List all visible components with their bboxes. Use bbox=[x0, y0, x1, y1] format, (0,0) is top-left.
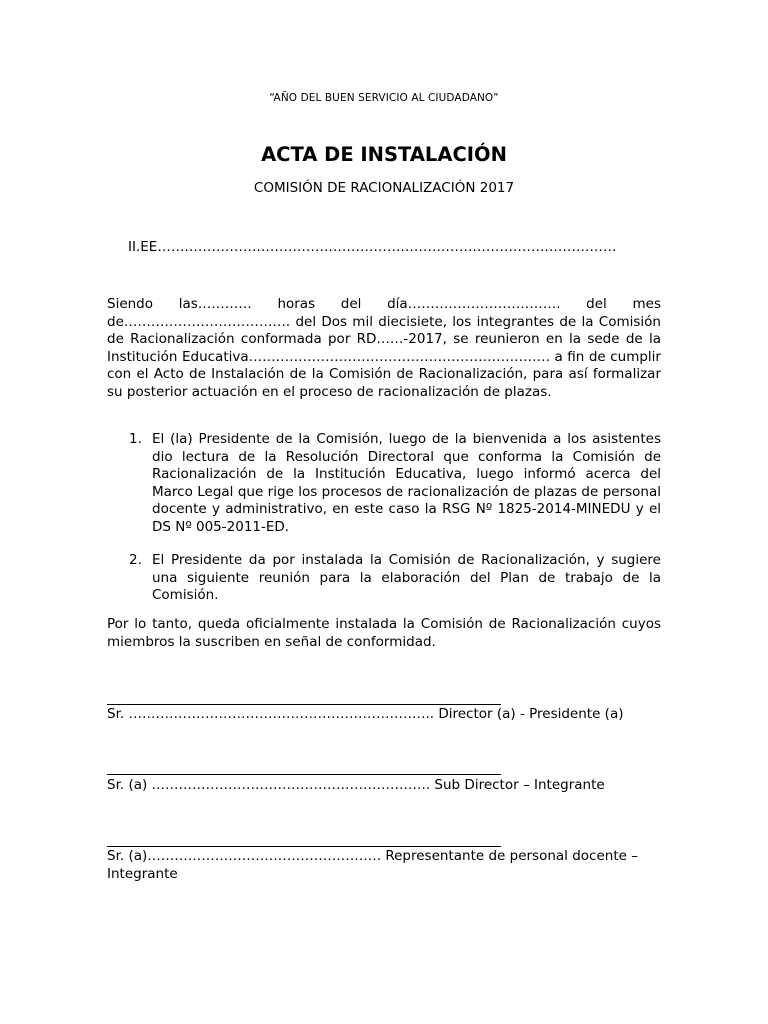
institution-line: II.EE………………………………………………………………………………………… bbox=[128, 239, 617, 255]
list-item-number: 1. bbox=[129, 431, 142, 447]
signature-line-subdirector bbox=[107, 774, 501, 775]
conclusion-paragraph: Por lo tanto, queda oficialmente instalada la Comisión de Racionalización cuyos miembros la suscriben en señal de conformidad. bbox=[107, 616, 661, 650]
list-item-text: El Presidente da por instalada la Comisión de Racionalización, y sugiere una siguiente reunión para la elaboración del Plan de trabajo de la Comisión. bbox=[152, 552, 661, 604]
list-item bbox=[107, 552, 661, 605]
signature-line-teacher-rep bbox=[107, 846, 501, 847]
signature-teacher-representative: Sr. (a)……………………………………………. Representante de personal docente – Integrante bbox=[107, 848, 638, 882]
signature-director: Sr. ………………………………………………………….. Director (a) - Presidente (a) bbox=[107, 706, 624, 722]
signature-subdirector: Sr. (a) ………………………………………………….…. Sub Director – Integrante bbox=[107, 777, 605, 793]
signature-line-director bbox=[107, 704, 501, 705]
year-motto: “AÑO DEL BUEN SERVICIO AL CIUDADANO” bbox=[269, 92, 499, 104]
list-item-number: 2. bbox=[129, 552, 142, 568]
intro-paragraph: Siendo las………… horas del día……………………………. del mes de………………………………. del Dos mil diecisiete, los integrantes de la Comisión de Racionalización conformada por RD……-2017, se reunieron en la sede de la Institución Educativa…………………………………………………………. a fin de cumplir con el Acto de Instalación de la Comisión de Racionalización, para así formalizar su posterior actuación en el proceso de racionalización de plazas. bbox=[107, 296, 661, 400]
document-subtitle: COMISIÓN DE RACIONALIZACIÓN 2017 bbox=[253, 180, 515, 196]
document-title: ACTA DE INSTALACIÓN bbox=[261, 143, 507, 166]
list-item-text: El (la) Presidente de la Comisión, luego de la bienvenida a los asistentes dio lectura de la Resolución Directoral que conforma la Comisión de Racionalización de la Institución Educativa, luego informó acerca del Marco Legal que rige los procesos de racionalización de plazas de personal docente y administrativo, en este caso la RSG Nº 1825-2014-MINEDU y el DS Nº 005-2011-ED. bbox=[152, 431, 661, 535]
numbered-list-first bbox=[107, 431, 661, 537]
numbered-list-second bbox=[107, 552, 661, 605]
list-item bbox=[107, 431, 661, 537]
